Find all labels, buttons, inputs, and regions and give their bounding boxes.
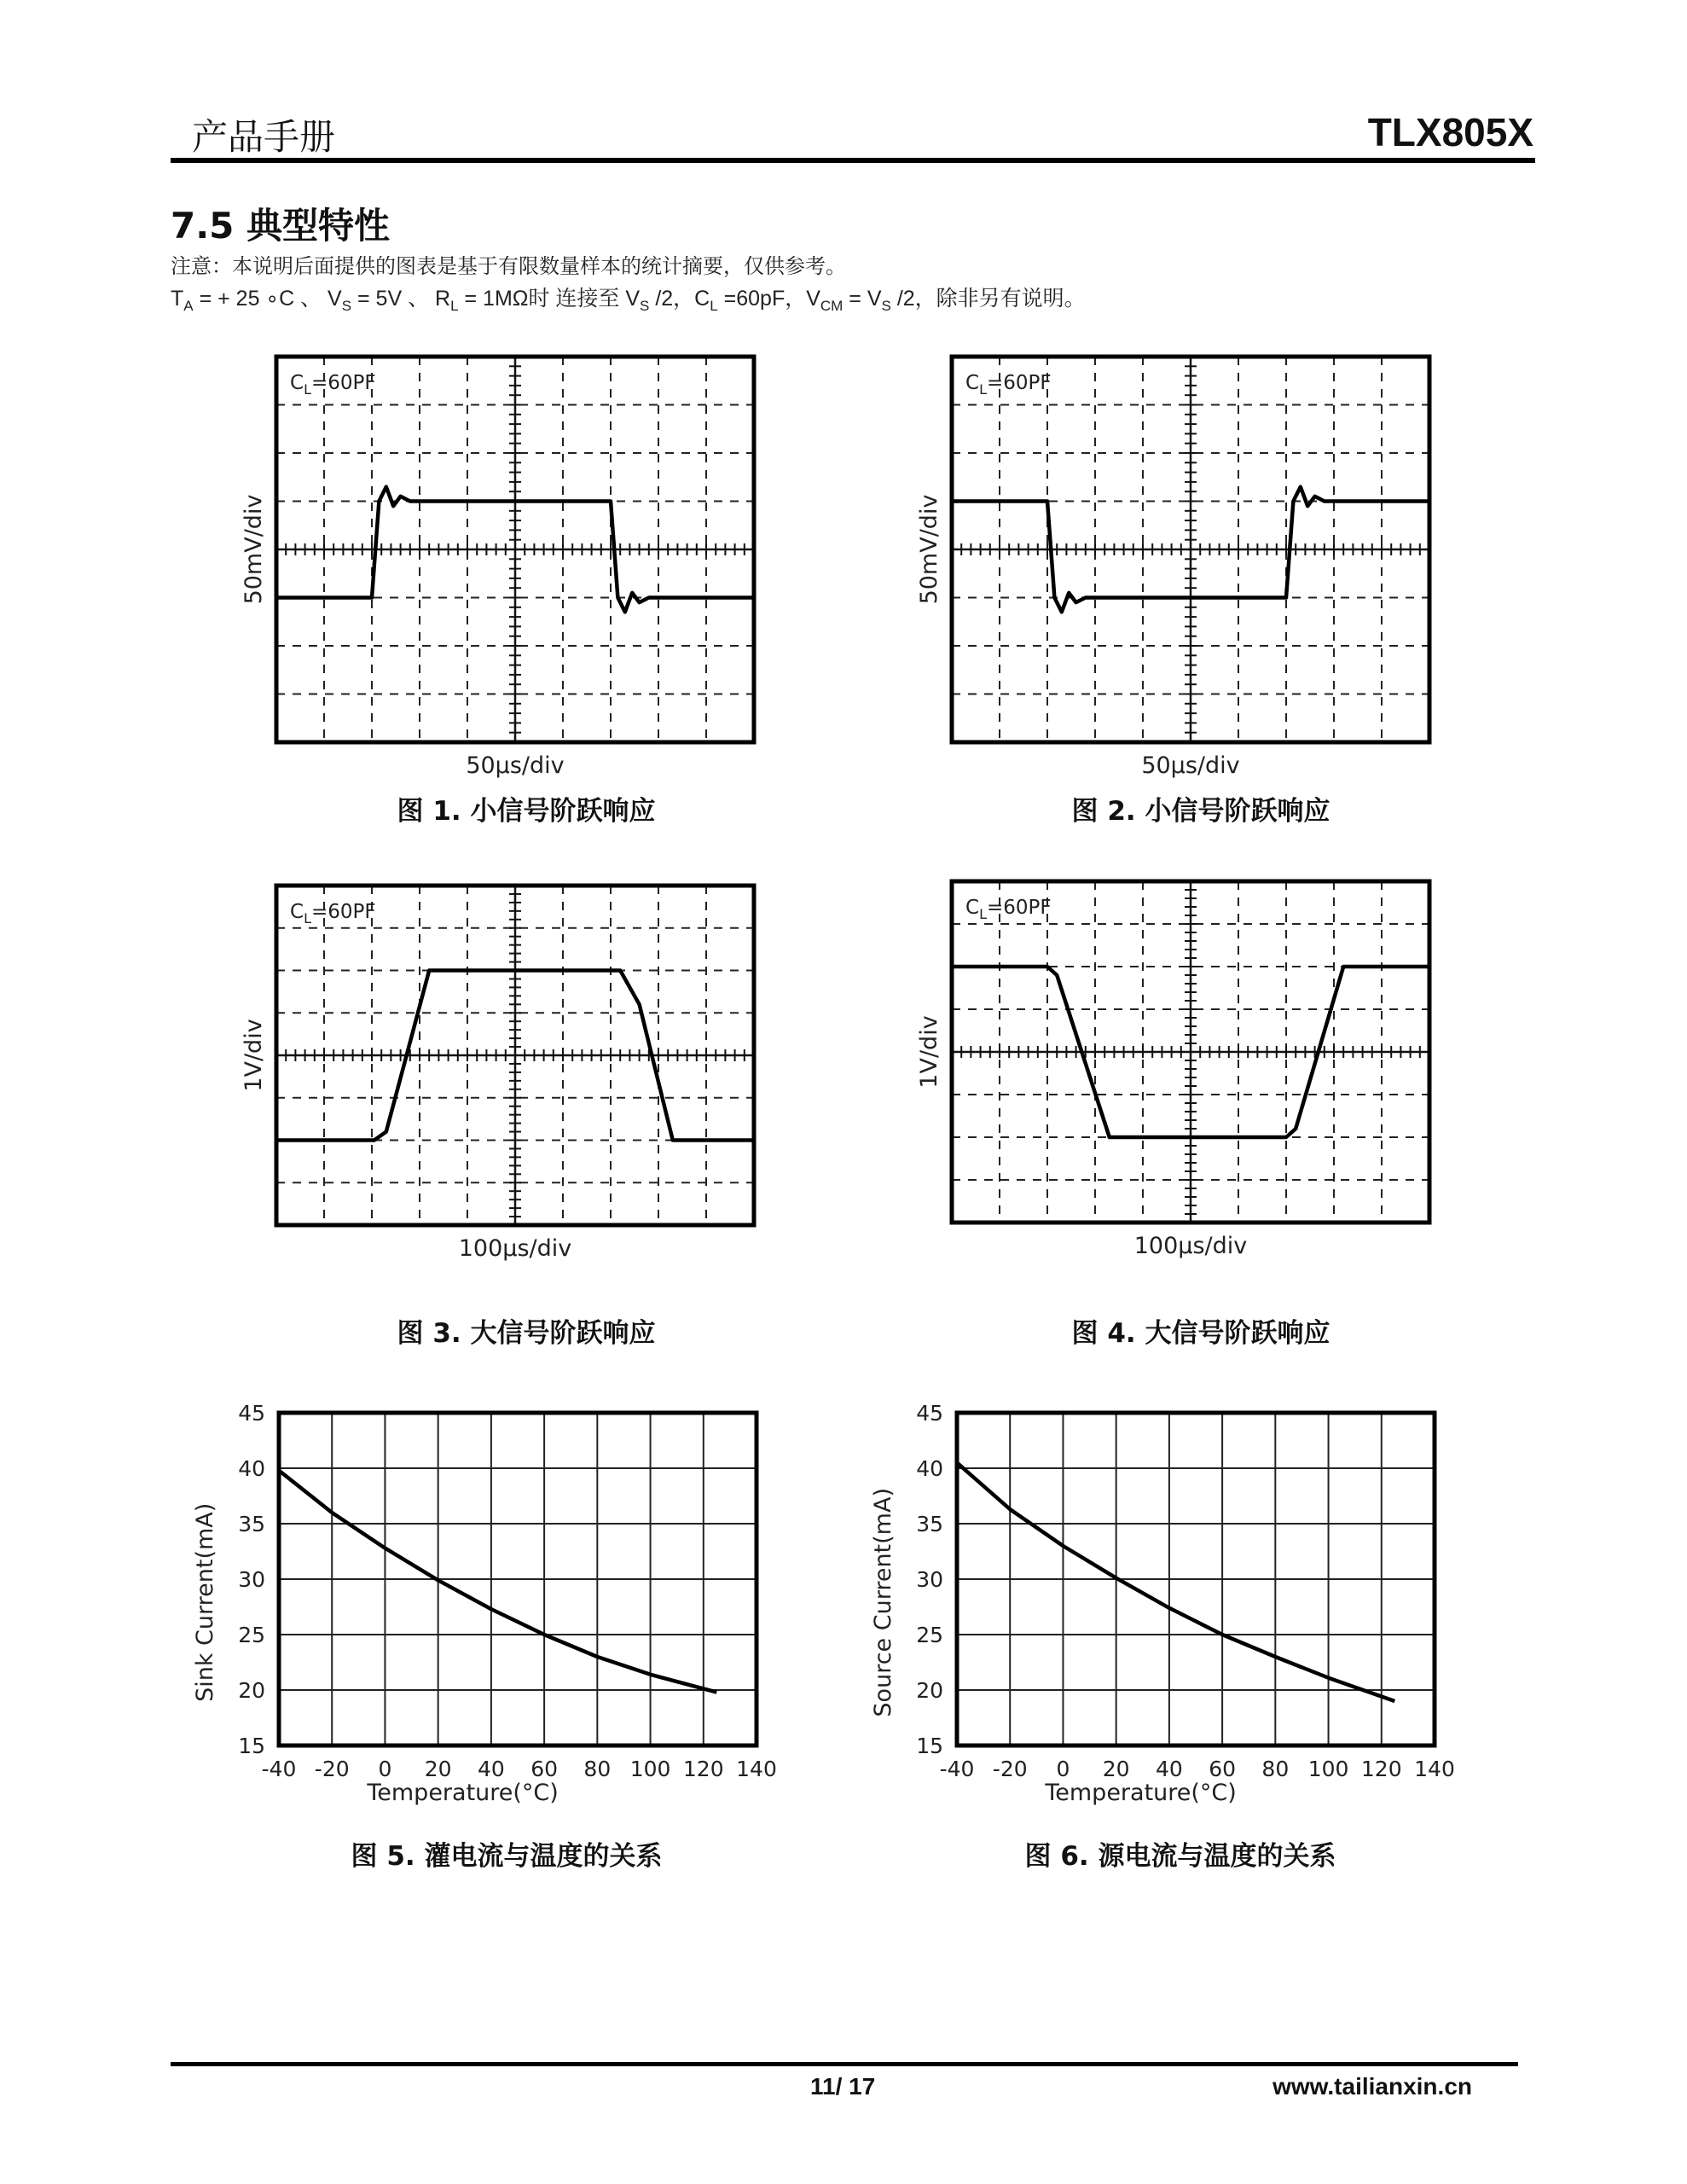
cond-cl-val: =60pF，V [717,287,820,311]
figure-caption-4: 图 4. 大信号阶跃响应 [1071,1318,1330,1349]
x-tick-label: 140 [736,1757,777,1781]
y-tick-label: 30 [238,1567,265,1592]
cond-rl-sub: L [450,298,459,314]
y-tick-label: 35 [916,1512,943,1536]
x-tick-label: -20 [314,1757,350,1781]
load-capacitance-label: $C_L=60PF$ [290,372,376,398]
cond-vs: V [328,287,342,311]
y-tick-label: 40 [238,1456,265,1481]
x-tick-label: 0 [378,1757,392,1781]
header-title: 产品手册 [192,116,336,158]
x-axis-label: Temperature(°C) [1045,1780,1237,1806]
y-tick-label: 45 [916,1401,943,1426]
x-axis-label: 100µs/div [1133,1233,1248,1259]
y-tick-label: 25 [916,1623,943,1647]
x-tick-label: 80 [1261,1757,1290,1781]
figure-caption-2: 图 2. 小信号阶跃响应 [1071,796,1330,827]
y-axis-label: 50mV/div [241,494,267,605]
y-tick-label: 20 [238,1678,265,1703]
x-tick-label: -40 [261,1757,297,1781]
x-axis-label: Temperature(°C) [367,1780,559,1806]
header-rule [171,158,1535,163]
x-tick-label: 120 [682,1757,724,1781]
x-axis-label: 100µs/div [458,1235,572,1262]
cond-ta-val: = + 25 ∘C 、 [193,287,328,311]
cond-vcm-sub: CM [820,298,844,314]
cond-cl-sub: L [710,298,718,314]
load-capacitance-label: $C_L=60PF$ [965,897,1052,922]
cond-vs2-sub: S [640,298,650,314]
x-tick-label: 40 [477,1757,505,1781]
cond-vs-val: = 5V 、 [351,287,436,311]
x-axis-label: 50µs/div [1141,752,1240,779]
y-tick-label: 45 [238,1401,265,1426]
x-tick-label: 40 [1155,1757,1183,1781]
figure-caption-6: 图 6. 源电流与温度的关系 [1024,1841,1336,1872]
cond-vs2-val: /2，C [649,287,710,311]
x-tick-label: 100 [629,1757,671,1781]
y-tick-label: 40 [916,1456,943,1481]
y-axis-label: 1V/div [241,1019,267,1092]
x-tick-label: 60 [1209,1757,1237,1781]
load-capacitance-label: $C_L=60PF$ [965,372,1052,398]
section-note: 注意：本说明后面提供的图表是基于有限数量样本的统计摘要，仅供参考。 [171,254,846,278]
y-axis-label: Source Current(mA) [870,1488,896,1717]
y-axis-label: Sink Current(mA) [192,1502,218,1702]
cond-vs-sub: S [341,298,352,314]
x-tick-label: 80 [583,1757,612,1781]
x-tick-label: 20 [424,1757,452,1781]
x-axis-label: 50µs/div [466,752,565,779]
x-tick-label: 0 [1056,1757,1070,1781]
cond-ta: T [171,287,184,311]
cond-rl-val: = 1MΩ时 连接至 V [458,287,641,311]
scope-chart-fig3 [239,879,785,1280]
line-chart-fig5 [192,1399,793,1817]
footer-rule [171,2062,1518,2066]
y-axis-label: 1V/div [916,1015,942,1089]
figure-caption-1: 图 1. 小信号阶跃响应 [397,796,656,827]
x-tick-label: 140 [1414,1757,1455,1781]
y-tick-label: 35 [238,1512,265,1536]
x-tick-label: -40 [939,1757,975,1781]
figure-caption-3: 图 3. 大信号阶跃响应 [397,1318,656,1349]
y-tick-label: 15 [916,1734,943,1758]
cond-vcm-val: = V [843,287,882,311]
footer-url: www.tailianxin.cn [1272,2073,1472,2100]
y-tick-label: 25 [238,1623,265,1647]
line-chart-fig6 [870,1399,1471,1817]
x-tick-label: -20 [992,1757,1028,1781]
x-tick-label: 20 [1102,1757,1130,1781]
load-capacitance-label: $C_L=60PF$ [290,901,376,926]
scope-chart-fig4 [914,874,1460,1280]
x-tick-label: 120 [1360,1757,1402,1781]
x-tick-label: 100 [1307,1757,1349,1781]
header-part-number: TLX805X [1367,110,1533,154]
page-number: 11/ 17 [810,2073,876,2100]
y-tick-label: 30 [916,1567,943,1592]
y-tick-label: 15 [238,1734,265,1758]
test-conditions [171,282,1086,315]
x-tick-label: 60 [530,1757,559,1781]
cond-vs3-val: /2，除非另有说明。 [890,287,1086,311]
cond-ta-sub: A [183,298,194,314]
cond-rl: R [435,287,451,311]
y-axis-label: 50mV/div [916,494,942,605]
y-tick-label: 20 [916,1678,943,1703]
cond-vs3-sub: S [881,298,891,314]
scope-chart-fig2 [914,350,1460,793]
scope-chart-fig1 [239,350,785,793]
figure-caption-5: 图 5. 灌电流与温度的关系 [351,1841,663,1872]
section-title: 7.5 典型特性 [171,205,391,247]
